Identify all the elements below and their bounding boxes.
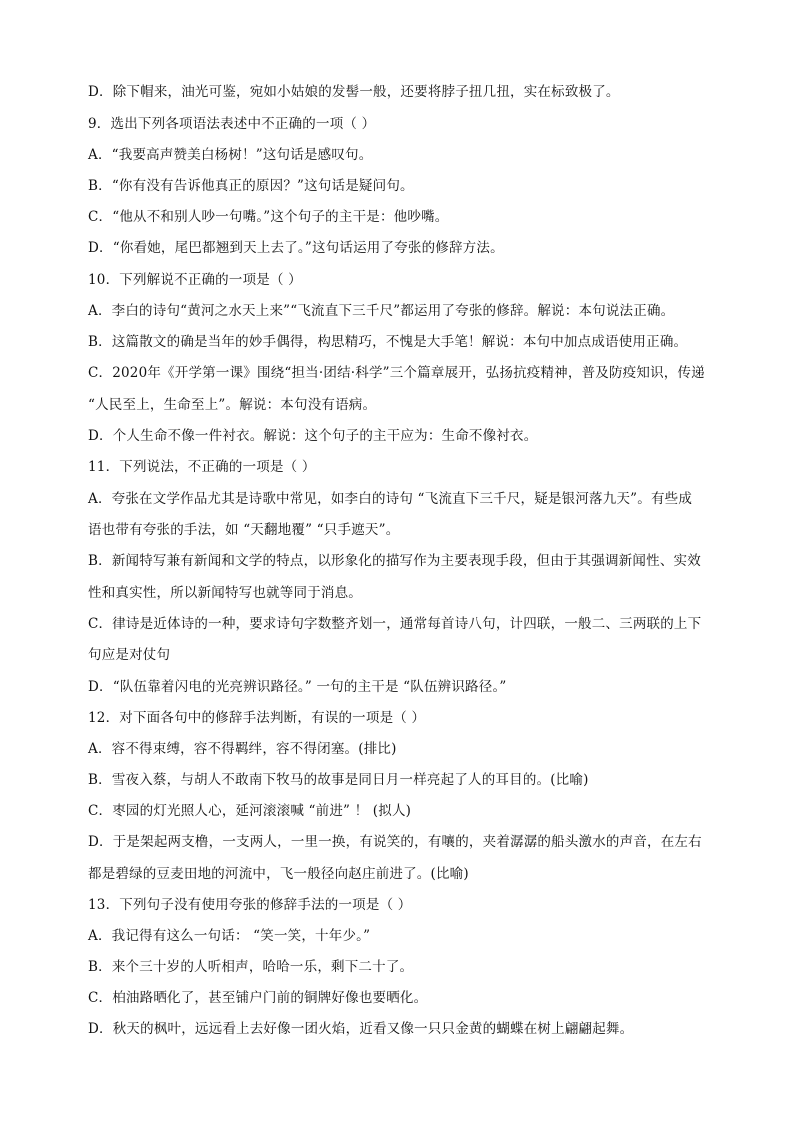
q12-stem: 12．对下面各句中的修辞手法判断，有误的一项是（ ）	[88, 710, 426, 726]
q12-option-c: C．枣园的灯光照人心，延河滚滚喊 “前进” ！ (拟人)	[88, 803, 412, 819]
q9-option-b: B．“你有没有告诉他真正的原因？”这句话是疑问句。	[88, 178, 414, 194]
q12-option-d-cont: 都是碧绿的豆麦田地的河流中，飞一般径向赵庄前进了。(比喻)	[88, 866, 469, 882]
q11-option-c-cont: 句应是对仗句	[88, 647, 171, 663]
q9-option-d: D．“你看她，尾巴都翘到天上去了。”这句话运用了夸张的修辞方法。	[88, 240, 504, 256]
q13-option-a: A．我记得有这么一句话： “笑一笑，十年少。”	[88, 928, 371, 944]
q8-option-d: D．除下帽来，油光可鉴，宛如小姑娘的发髻一般，还要将脖子扭几扭，实在标致极了。	[88, 84, 620, 100]
q10-option-c-cont: “人民至上，生命至上”。解说：本句没有语病。	[88, 397, 377, 413]
q11-option-b: B．新闻特写兼有新闻和文学的特点，以形象化的描写作为主要表现手段，但由于其强调新闻性、实效	[88, 553, 701, 569]
q11-option-a-cont: 语也带有夸张的手法，如 “天翻地覆” “只手遮天”。	[88, 522, 400, 538]
q9-option-a: A．“我要高声赞美白杨树！”这句话是感叹句。	[88, 147, 373, 163]
q11-option-c: C．律诗是近体诗的一种，要求诗句字数整齐划一，通常每首诗八句，计四联，一般二、三两联的上下	[88, 616, 702, 632]
q9-option-c: C．“他从不和别人吵一句嘴。”这个句子的主干是：他吵嘴。	[88, 209, 449, 225]
q10-option-a: A．李白的诗句“黄河之水天上来”“飞流直下三千尺”都运用了夸张的修辞。解说：本句说法正确。	[88, 303, 675, 319]
q9-stem: 9．选出下列各项语法表述中不正确的一项（ ）	[88, 116, 376, 132]
q13-option-c: C．柏油路晒化了，甚至铺户门前的铜牌好像也要晒化。	[88, 990, 428, 1006]
q10-option-c: C．2020年《开学第一课》围绕“担当·团结·科学”三个篇章展开，弘扬抗疫精神，普及防疫知识，传递	[88, 365, 705, 381]
q11-option-a: A．夸张在文学作品尤其是诗歌中常见，如李白的诗句 “飞流直下三千尺，疑是银河落九天”。有些成	[88, 491, 693, 507]
q12-option-a: A．容不得束缚，容不得羁绊，容不得闭塞。(排比)	[88, 741, 397, 757]
q13-stem: 13．下列句子没有使用夸张的修辞手法的一项是（ ）	[88, 897, 412, 913]
q10-stem: 10．下列解说不正确的一项是（ ）	[88, 272, 302, 288]
q10-option-b: B．这篇散文的确是当年的妙手偶得，构思精巧，不愧是大手笔！解说：本句中加点成语使用正确。	[88, 334, 688, 350]
q10-option-d: D．个人生命不像一件衬衣。解说：这个句子的主干应为：生命不像衬衣。	[88, 428, 538, 444]
q12-option-b: B．雪夜入蔡，与胡人不敢南下牧马的故事是同日月一样亮起了人的耳目的。(比喻)	[88, 772, 589, 788]
q11-option-b-cont: 性和真实性，所以新闻特写也就等同于消息。	[88, 585, 362, 601]
q11-option-d: D．“队伍靠着闪电的光亮辨识路径。” 一句的主干是 “队伍辨识路径。”	[88, 679, 507, 695]
q11-stem: 11．下列说法，不正确的一项是（ ）	[88, 459, 316, 475]
q13-option-b: B．来个三十岁的人听相声，哈哈一乐，剩下二十了。	[88, 959, 414, 975]
q13-option-d: D．秋天的枫叶，远远看上去好像一团火焰，近看又像一只只金黄的蝴蝶在树上翩翩起舞。	[88, 1021, 634, 1037]
q12-option-d: D．于是架起两支橹，一支两人，一里一换，有说笑的，有嚷的，夹着潺潺的船头激水的声音，在左右	[88, 834, 702, 850]
